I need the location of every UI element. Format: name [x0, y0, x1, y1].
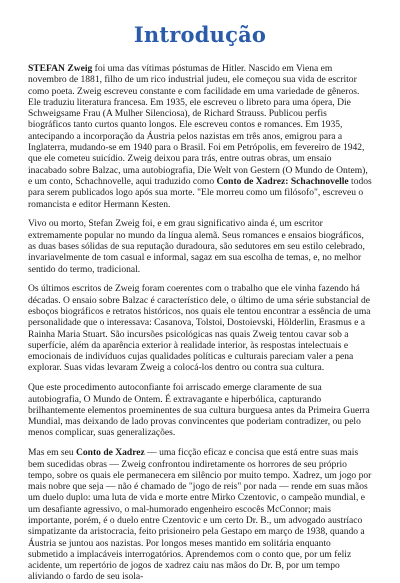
- paragraph-text: Que este procedimento autoconfiante foi arriscado emerge claramente de sua autobiografia, O Mundo de Ontem. É extravagante e hiperbólica, capturando brilhantemente elementos proeminentes de sua cultura burguesa antes da Primeira Guerra Mundial, mas deixando de lado provas convincentes que poderiam contradizer, ou pelo menos complicar, suas generalizações.: [28, 382, 370, 439]
- bold-text: STEFAN Zweig: [28, 63, 93, 74]
- body-paragraph: [28, 283, 372, 373]
- bold-text: Conto de Xadrez: Schachnovelle: [216, 175, 349, 187]
- body-paragraph: [28, 63, 372, 210]
- paragraph-text: Vivo ou morto, Stefan Zweig foi, e em grau significativo ainda é, um escritor extremamente popular no mundo da língua alemã. Seus romances e ensaios biográficos, as duas bases sólidas de sua reputação duradoura, são sedutores em seu estilo celebrado, invariavelmente de tom casual e informal, sagaz em sua escolha de temas, e, no melhor sentido do termo, tradicional.: [28, 218, 365, 275]
- paragraph-text: Os últimos escritos de Zweig foram coerentes com o trabalho que ele vinha fazendo há décadas. O ensaio sobre Balzac é característico dele, o último de uma série substancial de esboços biográficos e retratos históricos, nos quais ele tentou encontrar a essência de uma personalidade que o interessava: Casanova, Tolstoi, Dostoievski, Hölderlin, Erasmus e a Rainha Maria Stuart. São incursões psicológicas nas quais Zweig tentou cavar sob a superfície, além da aparência exterior à realidade interior, às respostas intelectuais e emocionais de indivíduos cujas qualidades políticas e culturais pareciam valer a pena explorar. Suas vidas levaram Zweig a colocá-los dentro ou contra sua cultura.: [28, 283, 371, 374]
- body-paragraph: [28, 447, 372, 583]
- body-paragraph: [28, 218, 372, 274]
- page-title: Introdução: [133, 22, 267, 47]
- bold-text: Conto de Xadrez: [76, 447, 145, 459]
- document-body: [28, 63, 372, 583]
- paragraph-text: foi uma das vítimas póstumas de Hitler. Nascido em Viena em novembro de 1881, filho de um rico industrial judeu, ele começou sua vida de escritor como poeta. Zweig escreveu constante e com facilidade em uma variedade de gêneros. Ele traduziu literatura francesa. Em 1935, ele escreveu o libreto para uma ópera, Die Schweigsame Frau (A Mulher Silenciosa), de Richard Strauss. Publicou perfis biográficos tanto curtos quanto longos. Ele escreveu contos e romances. Em 1935, antecipando a incorporação da Áustria pelos nazistas em três anos, emigrou para a Inglaterra, mudando-se em 1940 para o Brasil. Foi em Petrópolis, em fevereiro de 1942, que ele cometeu suicídio. Zweig deixou para trás, entre outras obras, um ensaio inacabado sobre Balzac, uma autobiografia, Die Welt von Gestern (O Mundo de Ontem), e um conto, Schachnovelle, aqui traduzido como: [28, 63, 368, 187]
- paragraph-text: Mas em seu: [28, 447, 76, 459]
- body-paragraph: [28, 382, 372, 438]
- paragraph-text: — uma ficção eficaz e concisa que está entre suas mais bem sucedidas obras — Zweig confrontou indiretamente os horrores de seu próprio tempo, sobre os quais ele permanecera em silêncio por muito tempo. Xadrez, um jogo por mais nobre que seja — não é chamado de "jogo de reis" por nada — rende em suas mãos um duelo duplo: uma luta de vida e morte entre Mirko Czentovic, o campeão mundial, e um desafiante agressivo, o mal-humorado engenheiro escocês McConnor; mais importante, porém, é o duelo entre Czentovic e um certo Dr. B., um advogado austríaco simpatizante da aristocracia, feito prisioneiro pela Gestapo em março de 1938, quando a Áustria se juntou aos nazistas. Por longos meses mantido em solitária enquanto submetido a implacáveis interrogatórios. Aprendemos com o conto que, por um feliz acidente, um repertório de jogos de xadrez caiu nas mãos do Dr. B, por um tempo aliviando o fardo de seu isola-: [28, 447, 372, 583]
- paragraph-text: todos para serem publicados logo após sua morte. "Ele morreu como um filósofo", escreveu o romancista e editor Hermann Kesten.: [28, 175, 372, 210]
